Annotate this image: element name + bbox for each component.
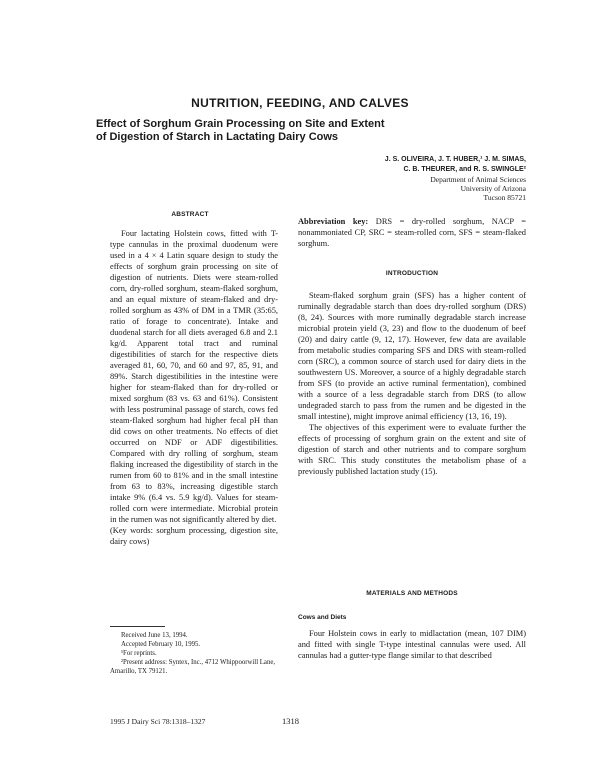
author-list [300,155,526,175]
introduction [298,290,526,477]
abstract-heading: ABSTRACT [171,211,209,218]
abbreviation-label: Abbreviation key: [298,217,369,226]
title-line: of Digestion of Starch in Lactating Dairy Cows [96,131,339,143]
title-line: Effect of Sorghum Grain Processing on Site and Extent [96,118,385,130]
introduction-paragraph: The objectives of this experiment were to evaluate further the effects of processing of sorghum grain on the extent and site of digestion of starch and other nutrients and to compare sorghum with SRC. This study constitutes the metabolism phase of a previously published lactation study (15). [298,423,526,476]
article-title [96,118,526,144]
introduction-paragraph: Steam-flaked sorghum grain (SFS) has a higher content of ruminally degradable starch than does dry-rolled sorghum (DRS) (8, 24). Sources with more ruminally degradable starch increase microbial protein yield (3, 23) and flow to the duodenum of beef (20) and dairy cattle (9, 12, 17). However, few data are available from metabolic studies comparing SFS and DRS with steam-rolled corn (SRC), a common source of starch used for dairy diets in the southwestern US. Moreover, a source of a highly degradable starch from SFS (to provide an active ruminal fermentation), combined with a source of a less degradable starch from DRS (to allow undegraded starch to pass from the rumen and be digested in the small intestine), might improve animal efficiency (13, 16, 19). [298,291,526,421]
page-number: 1318 [282,716,299,726]
footnote: ²Present address: Syntex, Inc., 4712 Whippoorwill Lane, Amarillo, TX 79121. [110,659,276,675]
abstract-keywords: (Key words: sorghum processing, digestion site, dairy cows) [110,526,278,546]
journal-citation: 1995 J Dairy Sci 78:1318–1327 [110,717,206,726]
methods-subheading: Cows and Diets [298,614,347,621]
abbreviation-text: DRS = dry-rolled sorghum, NACP = nonammoniated CP, SRC = steam-rolled corn, SFS = steam-flaked sorghum. [298,217,526,248]
footnote: Received June 13, 1994. [121,632,188,639]
abstract-body: Four lactating Holstein cows, fitted with T-type cannulas in the proximal duodenum were used in a 4 × 4 Latin square design to study the effects of sorghum grain processing on site of digestion of nutrients. Diets were steam-rolled corn, dry-rolled sorghum, steam-flaked sorghum, and an equal mixture of steam-flaked and dry-rolled sorghum as 43% of DM in a TMR (35:65, ratio of forage to concentrate). Intake and duodenal starch for all diets averaged 6.8 and 2.1 kg/d. Apparent total tract and ruminal digestibilities of starch for the respective diets averaged 81, 60, 70, and 60 and 97, 85, 91, and 89%. Starch digestibilities in the intestine were higher for steam-flaked than for dry-rolled or mixed sorghum (83 vs. 63 and 61%). Consistent with less postruminal passage of starch, cows fed steam-flaked sorghum had higher fecal pH than did cows on other treatments. No effects of diet occurred on NDF or ADF digestibilities. Compared with dry rolling of sorghum, steam flaking increased the digestibility of starch in the rumen from 60 to 81% and in the small intestine from 63 to 83%, increasing digestible starch intake 9% (6.4 vs. 5.9 kg/d). Values for steam-rolled corn were intermediate. Microbial protein in the rumen was not significantly altered by diet. [110,229,278,524]
footnote: Accepted February 10, 1995. [121,641,201,648]
abstract [110,228,278,547]
footnotes [110,631,280,676]
author-line: J. S. OLIVEIRA, J. T. HUBER,¹ J. M. SIMAS, [384,156,526,163]
methods-heading: MATERIALS AND METHODS [366,590,458,597]
affiliation-line: Department of Animal Sciences [430,175,526,184]
affiliation [300,176,526,202]
section-heading: NUTRITION, FEEDING, AND CALVES [191,96,409,110]
author-line: C. B. THEURER, and R. S. SWINGLE² [403,166,526,173]
abbreviation-key [298,216,526,249]
affiliation-line: Tucson 85721 [483,192,526,202]
introduction-heading: INTRODUCTION [385,270,439,277]
methods-paragraph: Four Holstein cows in early to midlactation (mean, 107 DIM) and fitted with single T-type intestinal cannulas were used. All cannulas had a gutter-type flange similar to that described [298,629,526,660]
affiliation-line: University of Arizona [460,183,526,193]
methods-text [298,628,526,661]
footnote-rule [110,626,165,627]
footnote: ¹For reprints. [121,650,157,657]
